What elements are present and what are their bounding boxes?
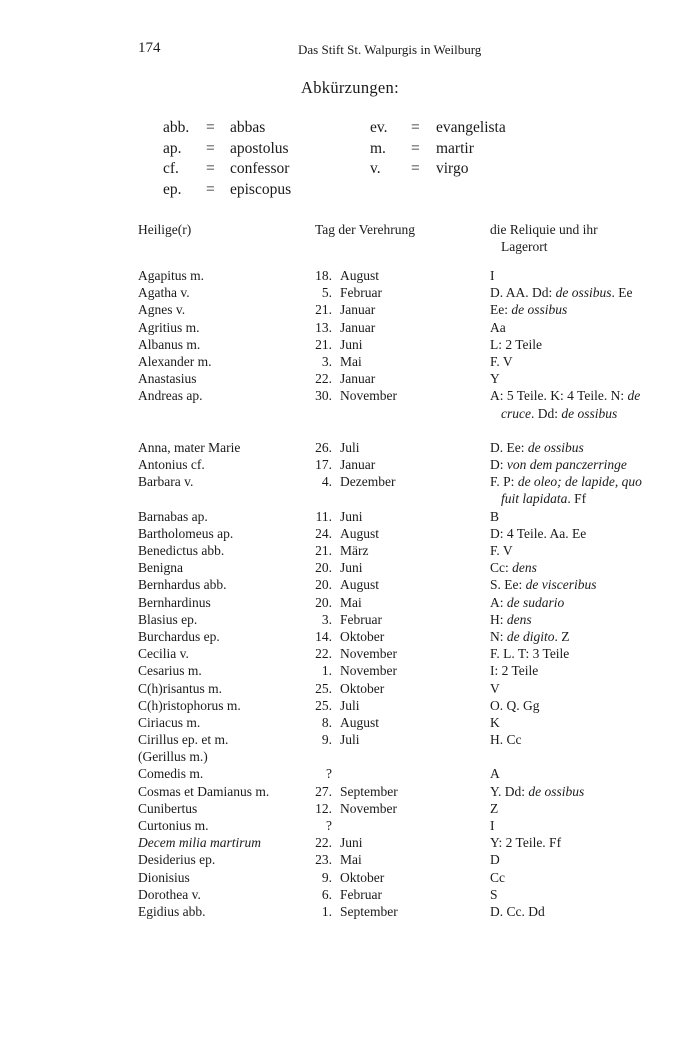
table-row	[0, 834, 700, 851]
feast-day: 12.	[315, 800, 332, 816]
feast-day: 1.	[321, 663, 332, 679]
table-row	[0, 783, 700, 800]
relic-location	[490, 628, 658, 645]
saint-name: Cecilia v.	[138, 646, 189, 662]
column-header-relic	[490, 221, 670, 255]
abbreviation-key: ap.	[163, 139, 182, 157]
feast-day: 9.	[321, 869, 332, 885]
feast-day: 22.	[315, 371, 332, 387]
saint-name: Andreas ap.	[138, 388, 203, 404]
feast-day: 24.	[315, 525, 332, 541]
relic-text: B	[490, 508, 500, 524]
feast-month: Februar	[340, 611, 382, 627]
saint-name: Cunibertus	[138, 800, 198, 816]
saint-name: Blasius ep.	[138, 611, 198, 627]
feast-day: 13.	[315, 319, 332, 335]
relic-location	[490, 559, 658, 576]
relic-text: Z	[490, 800, 499, 816]
abbreviation-meaning: evangelista	[436, 119, 506, 136]
relic-description: de visceribus	[525, 577, 597, 593]
abbreviation-meaning: confessor	[230, 160, 290, 177]
table-row	[0, 645, 700, 662]
relic-text: A	[490, 766, 500, 782]
saint-name: Agritius m.	[138, 319, 200, 335]
feast-day: 20.	[315, 577, 332, 593]
relic-location	[490, 353, 658, 370]
saint-name: Agnes v.	[138, 302, 186, 318]
relic-text: . Dd:	[530, 405, 562, 421]
feast-day: 14.	[315, 628, 332, 644]
relic-description: de ossibus	[528, 783, 585, 799]
table-row	[0, 370, 700, 387]
table-row	[0, 765, 700, 782]
table-row	[0, 714, 700, 731]
feast-day: 25.	[315, 680, 332, 696]
saint-name: Burchardus ep.	[138, 628, 220, 644]
relic-description: de oleo; de lapide, quo fuit lapidata	[501, 474, 642, 507]
relic-text: S	[490, 886, 498, 902]
equals-sign: =	[206, 119, 215, 136]
relic-location	[490, 576, 658, 593]
relic-text: Aa	[490, 319, 506, 335]
table-row	[0, 680, 700, 697]
saint-name: (Gerillus m.)	[138, 749, 208, 765]
relic-text: D:	[490, 457, 507, 473]
relic-location	[490, 301, 658, 318]
feast-day: 3.	[321, 611, 332, 627]
saint-name: Cirillus ep. et m.	[138, 732, 229, 748]
feast-month: September	[340, 903, 398, 919]
feast-day: 1.	[321, 903, 332, 919]
saint-name: Dionisius	[138, 869, 190, 885]
relic-location	[490, 903, 658, 920]
relic-text: Y: 2 Teile. Ff	[490, 835, 562, 851]
feast-month: Mai	[340, 353, 362, 369]
relic-text: V	[490, 680, 500, 696]
relic-location	[490, 336, 658, 353]
relic-description: de ossibus	[561, 405, 618, 421]
feast-month: Juni	[340, 560, 363, 576]
saint-name: Anastasius	[138, 371, 197, 387]
feast-month: Februar	[340, 886, 382, 902]
abbreviation-key: ev.	[370, 119, 388, 136]
relic-text: Cc	[490, 869, 505, 885]
table-row	[0, 576, 700, 593]
relic-location	[490, 765, 658, 782]
relic-text: H:	[490, 611, 507, 627]
feast-month: Januar	[340, 302, 376, 318]
relic-text: D	[490, 852, 500, 868]
feast-month: Dezember	[340, 474, 396, 490]
table-row	[0, 628, 700, 645]
equals-sign: =	[411, 119, 420, 136]
relic-description: dens	[512, 560, 537, 576]
table-row	[0, 869, 700, 886]
feast-month: November	[340, 646, 397, 662]
relic-description: de digito	[506, 628, 555, 644]
feast-day: ?	[326, 818, 332, 834]
feast-day: 3.	[321, 353, 332, 369]
saint-name: Cosmas et Damianus m.	[138, 783, 270, 799]
feast-day: 5.	[321, 285, 332, 301]
relic-text: I	[490, 268, 495, 283]
saint-name: Antonius cf.	[138, 457, 205, 473]
feast-month: November	[340, 663, 397, 679]
table-row	[0, 267, 700, 284]
feast-month: Februar	[340, 285, 382, 301]
table-row	[0, 800, 700, 817]
saint-name: Benigna	[138, 560, 183, 576]
relic-text: L: 2 Teile	[490, 336, 543, 352]
saint-name: Cesarius m.	[138, 663, 202, 679]
feast-day: 18.	[315, 268, 332, 283]
relic-text: D. AA. Dd:	[490, 285, 556, 301]
table-row	[0, 559, 700, 576]
equals-sign: =	[206, 139, 215, 157]
relic-location	[490, 869, 658, 886]
relic-text: N:	[490, 628, 507, 644]
equals-sign: =	[206, 180, 215, 198]
abbreviation-key: abb.	[163, 119, 190, 136]
equals-sign: =	[206, 160, 215, 177]
saint-name: Decem milia martirum	[138, 835, 261, 851]
relic-location	[490, 783, 658, 800]
relic-location	[490, 473, 658, 507]
feast-day: 22.	[315, 646, 332, 662]
relic-text: S. Ee:	[490, 577, 526, 593]
feast-day: 6.	[321, 886, 332, 902]
relic-location	[490, 697, 658, 714]
abbreviation-key: v.	[370, 160, 381, 177]
relic-location	[490, 817, 658, 834]
table-row	[0, 319, 700, 336]
relic-text: Ee:	[490, 302, 512, 318]
table-row	[0, 508, 700, 525]
relic-text: A: 5 Teile. K: 4 Teile. N:	[490, 388, 628, 404]
relic-text: F. V	[490, 543, 513, 559]
feast-month: August	[340, 525, 380, 541]
saint-name: Ciriacus m.	[138, 714, 201, 730]
running-title: Das Stift St. Walpurgis in Weilburg	[298, 42, 482, 57]
feast-day: ?	[326, 766, 332, 782]
relic-location	[490, 680, 658, 697]
relic-location	[490, 439, 658, 456]
saint-name: Albanus m.	[138, 336, 201, 352]
relic-text: H. Cc	[490, 732, 522, 748]
relic-location	[490, 800, 658, 817]
abbreviation-key: m.	[370, 139, 386, 157]
relic-description: de sudario	[506, 594, 565, 610]
abbreviation-key: ep.	[163, 180, 182, 198]
relic-text: A:	[490, 594, 507, 610]
relic-text: I: 2 Teile	[490, 663, 539, 679]
feast-month: Oktober	[340, 869, 385, 885]
feast-month: Januar	[340, 371, 376, 387]
relic-location	[490, 525, 658, 542]
section-title: Abkürzungen:	[301, 78, 399, 97]
feast-day: 30.	[315, 388, 332, 404]
saint-name: C(h)risantus m.	[138, 680, 222, 696]
feast-month: Mai	[340, 852, 362, 868]
feast-day: 8.	[321, 714, 332, 730]
table-row	[0, 301, 700, 318]
relic-text: K	[490, 714, 500, 730]
table-row	[0, 662, 700, 679]
feast-month: Juni	[340, 835, 363, 851]
saint-name: Egidius abb.	[138, 903, 206, 919]
relic-text: D. Ee:	[490, 439, 528, 455]
feast-month: Juli	[340, 697, 360, 713]
saint-name: Barbara v.	[138, 474, 194, 490]
table-row	[0, 456, 700, 473]
feast-day: 21.	[315, 336, 332, 352]
relic-location	[490, 834, 658, 851]
feast-day: 9.	[321, 732, 332, 748]
column-header-day: Tag der Verehrung	[315, 222, 416, 237]
feast-month: Juli	[340, 732, 360, 748]
relic-description: de ossibus	[527, 439, 584, 455]
column-header-relic-line2: Lagerort	[501, 239, 548, 254]
relic-text: D: 4 Teile. Aa. Ee	[490, 525, 587, 541]
feast-day: 4.	[321, 474, 332, 490]
relic-location	[490, 662, 658, 679]
feast-day: 21.	[315, 302, 332, 318]
abbreviation-key: cf.	[163, 160, 179, 177]
relic-description: de ossibus	[511, 302, 568, 318]
column-header-relic-line1: die Reliquie und ihr	[490, 222, 598, 237]
relic-location	[490, 594, 658, 611]
feast-day: 23.	[315, 852, 332, 868]
saint-name: Bernhardinus	[138, 594, 211, 610]
feast-month: Januar	[340, 457, 376, 473]
feast-month: Juli	[340, 439, 360, 455]
feast-day: 20.	[315, 560, 332, 576]
feast-day: 26.	[315, 439, 332, 455]
relic-text: F. L. T: 3 Teile	[490, 646, 570, 662]
relic-text: Cc:	[490, 560, 513, 576]
feast-day: 17.	[315, 457, 332, 473]
relic-text: O. Q. Gg	[490, 697, 540, 713]
relic-location	[490, 319, 658, 336]
relic-location	[490, 370, 658, 387]
relic-text: Y	[490, 371, 500, 387]
feast-month: Oktober	[340, 628, 385, 644]
feast-month: Oktober	[340, 680, 385, 696]
saint-name: Agapitus m.	[138, 268, 204, 283]
table-row	[0, 697, 700, 714]
table-row	[0, 731, 700, 748]
saint-name: Curtonius m.	[138, 818, 209, 834]
table-row	[0, 336, 700, 353]
saint-name: Benedictus abb.	[138, 543, 225, 559]
relic-location	[490, 284, 658, 301]
saint-name: Agatha v.	[138, 285, 190, 301]
table-row	[0, 284, 700, 301]
table-row	[0, 817, 700, 834]
abbreviation-meaning: abbas	[230, 119, 266, 136]
relic-text: F. P:	[490, 474, 518, 490]
table-row	[0, 542, 700, 559]
feast-day: 25.	[315, 697, 332, 713]
saint-name: Dorothea v.	[138, 886, 201, 902]
saint-name: Anna, mater Marie	[138, 439, 241, 455]
feast-month: September	[340, 783, 398, 799]
feast-month: Januar	[340, 319, 376, 335]
relic-text: . Ff	[567, 491, 587, 507]
relic-location	[490, 714, 658, 731]
relic-location	[490, 851, 658, 868]
abbreviation-meaning: apostolus	[230, 139, 289, 157]
relic-text: D. Cc. Dd	[490, 903, 545, 919]
abbreviation-meaning: episcopus	[230, 180, 292, 198]
feast-month: August	[340, 268, 380, 283]
relic-text: . Z	[554, 628, 570, 644]
relic-description: von dem panczerringe	[506, 457, 627, 473]
page-number: 174	[138, 40, 161, 56]
relic-text: F. V	[490, 353, 513, 369]
relic-location	[490, 542, 658, 559]
saints-table	[0, 267, 700, 920]
saint-name: Alexander m.	[138, 353, 212, 369]
equals-sign: =	[411, 160, 420, 177]
relic-description: de cruce	[501, 388, 641, 421]
relic-location	[490, 387, 658, 421]
feast-day: 21.	[315, 543, 332, 559]
feast-day: 27.	[315, 783, 332, 799]
saint-name: Bartholomeus ap.	[138, 525, 234, 541]
relic-description: dens	[506, 611, 532, 627]
relic-text: I	[490, 818, 495, 834]
table-row	[0, 594, 700, 611]
feast-month: März	[340, 543, 369, 559]
feast-day: 11.	[315, 508, 332, 524]
table-row	[0, 748, 700, 765]
abbreviation-meaning: virgo	[436, 160, 469, 177]
saint-name: Desiderius ep.	[138, 852, 216, 868]
table-row	[0, 439, 700, 456]
feast-month: August	[340, 577, 380, 593]
table-row	[0, 851, 700, 868]
feast-month: November	[340, 800, 397, 816]
saint-name: Barnabas ap.	[138, 508, 208, 524]
abbreviation-meaning: martir	[436, 139, 474, 157]
relic-location	[490, 267, 658, 284]
feast-month: August	[340, 714, 380, 730]
saint-name: C(h)ristophorus m.	[138, 697, 241, 713]
relic-description: de ossibus	[555, 285, 612, 301]
feast-month: November	[340, 388, 397, 404]
relic-location	[490, 645, 658, 662]
table-row	[0, 473, 700, 507]
table-row	[0, 611, 700, 628]
equals-sign: =	[411, 139, 420, 157]
table-row	[0, 886, 700, 903]
feast-day: 20.	[315, 594, 332, 610]
relic-location	[490, 508, 658, 525]
column-header-saint: Heilige(r)	[138, 222, 192, 237]
relic-location	[490, 731, 658, 748]
table-row	[0, 387, 700, 439]
relic-location	[490, 611, 658, 628]
feast-month: Mai	[340, 594, 362, 610]
saint-name: Comedis m.	[138, 766, 204, 782]
feast-month: Juni	[340, 508, 363, 524]
table-row	[0, 903, 700, 920]
table-row	[0, 353, 700, 370]
feast-month: Juni	[340, 336, 363, 352]
relic-text: . Ee	[611, 285, 633, 301]
relic-location	[490, 886, 658, 903]
table-row	[0, 525, 700, 542]
relic-location	[490, 456, 658, 473]
relic-text: Y. Dd:	[490, 783, 529, 799]
feast-day: 22.	[315, 835, 332, 851]
saint-name: Bernhardus abb.	[138, 577, 227, 593]
